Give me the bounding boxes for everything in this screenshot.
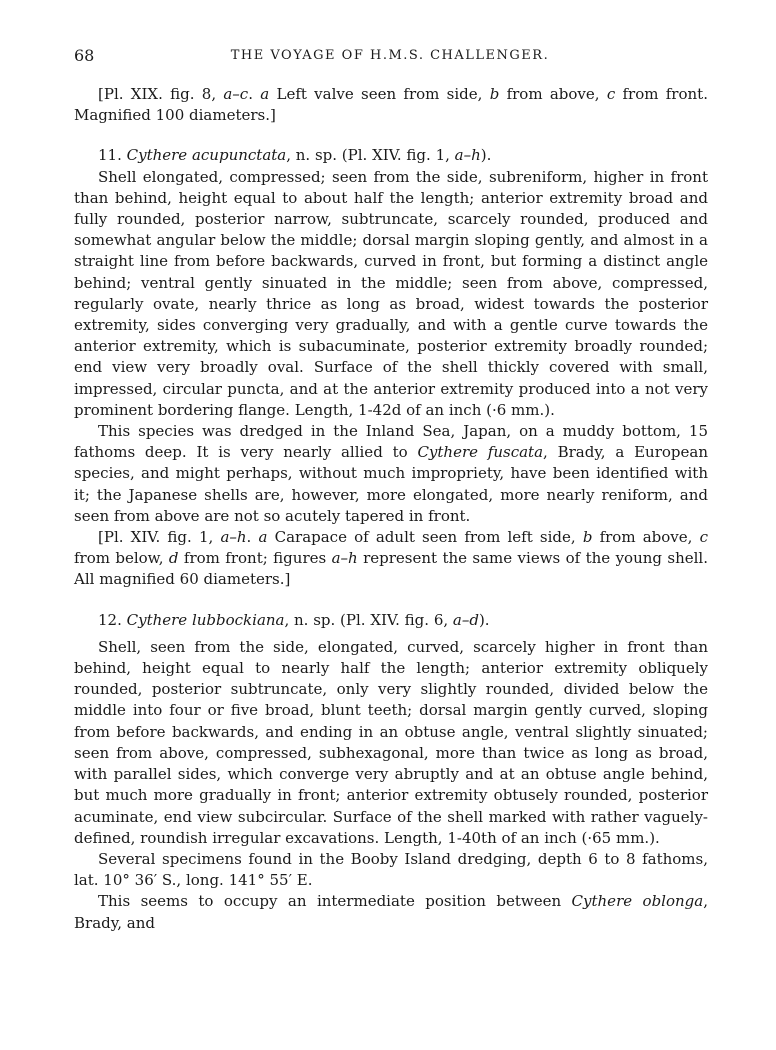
locality-paragraph: Several specimens found in the Booby Island dredging, depth 6 to 8 fathoms, lat. 10° 36′ S., long. 141° 55′ E.: [74, 849, 708, 890]
comparison-paragraph: This seems to occupy an intermediate position between Cythere oblonga, Brady, and: [74, 892, 708, 932]
description-paragraph: Shell elongated, compressed; seen from the side, subreniform, higher in front than behind, height equal to about half the length; anterior extremity broad and fully rounded, posterior narrow, subtruncate, scarcely rounded, produced and somewhat angular below the middle; dorsal margin sloping gently, and almost in a straight line from before backwards, curved in front, but forming a distinct angle behind; ventral gently sinuated in the middle; seen from above, compressed, regularly ovate, nearly thrice as long as broad, widest towards the posterior extremity, sides converging very gradually, and with a gentle curve towards the anterior extremity, which is subacuminate, posterior extremity broadly rounded; end view very broadly oval. Surface of the shell thickly covered with small, impressed, circular puncta, and at the anterior extremity produced into a not very prominent bordering flange. Length, 1-42d of an inch (·6 mm.).: [74, 167, 708, 419]
description-paragraph-12: Shell, seen from the side, elongated, curved, scarcely higher in front than behind, height equal to nearly half the length; anterior extremity obliquely rounded, posterior subtruncate, only very slightly rounded, divided below the middle into four or five broad, blunt teeth; dorsal margin gently curved, sloping from before backwards, and ending in an obtuse angle, ventral slightly sinuated; seen from above, compressed, subhexagonal, more than twice as long as broad, with parallel sides, which converge very abruptly and at an obtuse angle behind, but much more gradually in front; anterior extremity obtusely rounded, posterior acuminate, end view subcircular. Surface of the shell marked with rather vaguely-defined, roundish irregular excavations. Length, 1-40th of an inch (·65 mm.).: [74, 637, 708, 847]
species-heading-12: 12. Cythere lubbockiana, n. sp. (Pl. XIV. fig. 6, a–d).: [98, 610, 490, 629]
distribution-paragraph: This species was dredged in the Inland Sea, Japan, on a muddy bottom, 15 fathoms deep. It is very nearly allied to Cythere fuscata, Brady, a European species, and might perhaps, without much impropriety, have been identified with it; the Japanese shells are, however, more elongated, more nearly reniform, and seen from above are not so acutely tapered in front.: [74, 422, 708, 525]
page-number: 68: [74, 46, 95, 65]
page-header: [74, 46, 706, 68]
running-title: THE VOYAGE OF H.M.S. CHALLENGER.: [230, 48, 550, 63]
species-heading-11: 11. Cythere acupunctata, n. sp. (Pl. XIV. fig. 1, a–h).: [98, 146, 492, 165]
body-text: [74, 84, 708, 934]
plate-caption-fig1: [Pl. XIV. fig. 1, a–h. a Carapace of adult seen from left side, b from above, c from below, d from front; figures a–h represent the same views of the young shell. All magnified 60 diameters.]: [74, 528, 708, 589]
plate-caption-fig8: [Pl. XIX. fig. 8, a–c. a Left valve seen from side, b from above, c from front. Magnified 100 diameters.]: [74, 85, 708, 125]
